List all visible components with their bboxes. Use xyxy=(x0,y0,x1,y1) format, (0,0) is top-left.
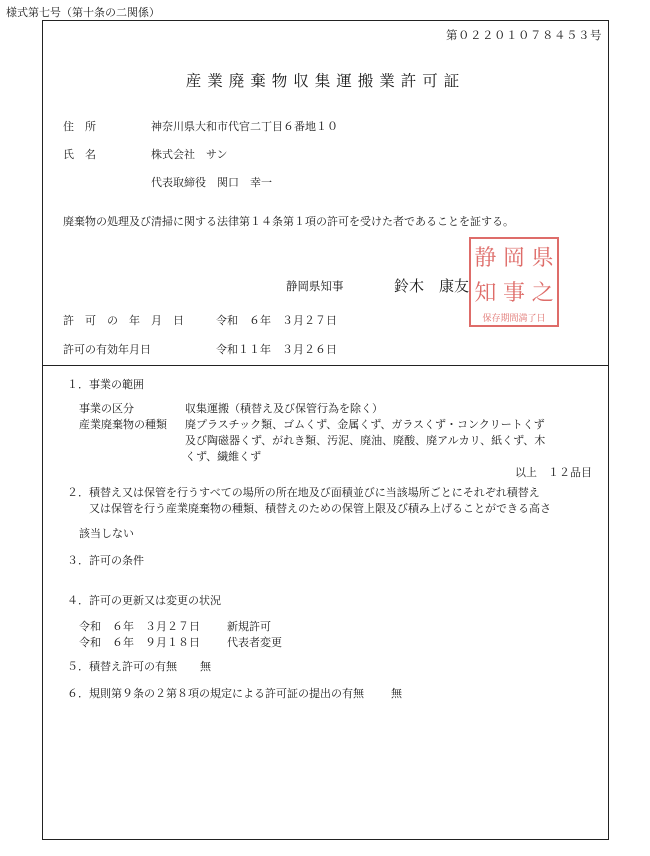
section2-value: 該当しない xyxy=(79,527,134,540)
seal-char: 静 xyxy=(474,245,497,271)
change-event: 新規許可 xyxy=(227,620,271,633)
official-seal xyxy=(469,237,559,327)
permit-document xyxy=(42,20,609,840)
permit-date-value: 令和 ６年 ３月２７日 xyxy=(216,314,337,327)
seal-char: 事 xyxy=(502,280,525,306)
waste-types-label: 産業廃棄物の種類 xyxy=(79,418,167,431)
waste-types-line: 廃プラスチック類、ゴムくず、金属くず、ガラスくず・コンクリートくず xyxy=(185,418,545,431)
waste-types-line: くず、繊維くず xyxy=(185,450,262,463)
business-type-value: 収集運搬（積替え及び保管行為を除く） xyxy=(185,402,383,415)
seal-footer: 保存期間満了日 xyxy=(482,314,546,324)
representative: 代表取締役 関口 幸一 xyxy=(151,176,272,189)
waste-types-line: 及び陶磁器くず、がれき類、汚泥、廃油、廃酸、廃アルカリ、紙くず、木 xyxy=(185,434,546,447)
section2-heading: ２．積替え又は保管を行うすべての場所の所在地及び面積並びに当該場所ごとにそれぞれ積替え xyxy=(67,486,540,499)
seal-char: 之 xyxy=(531,280,554,306)
document-title: 産業廃棄物収集運搬業許可証 xyxy=(185,72,466,90)
change-date: 令和 ６年 ３月２７日 xyxy=(79,620,200,633)
section4-heading: ４．許可の更新又は変更の状況 xyxy=(67,594,221,607)
seal-char: 県 xyxy=(531,245,554,271)
issuer-title: 静岡県知事 xyxy=(286,279,344,293)
permit-date-label: 許 可 の 年 月 日 xyxy=(63,314,184,327)
seal-char: 知 xyxy=(474,280,497,306)
section2-heading-cont: 又は保管を行う産業廃棄物の種類、積替えのための保管上限及び積み上げることができる高さ xyxy=(89,502,551,515)
address-label: 住 所 xyxy=(63,120,96,133)
name-label: 氏 名 xyxy=(63,148,96,161)
seal-char: 岡 xyxy=(502,245,525,271)
permit-number: 第０２２０１０７８４５３号 xyxy=(446,28,602,42)
section3-heading: ３．許可の条件 xyxy=(67,554,144,567)
form-number: 様式第七号（第十条の二関係） xyxy=(6,6,160,19)
change-event: 代表者変更 xyxy=(227,636,282,649)
address-value: 神奈川県大和市代官二丁目６番地１０ xyxy=(151,120,338,133)
company-name: 株式会社 サン xyxy=(151,148,228,161)
issuer-signature: 鈴木 康友 xyxy=(394,277,470,295)
certification-text: 廃棄物の処理及び清掃に関する法律第１４条第１項の許可を受けた者であることを証する。 xyxy=(63,215,514,228)
section5-heading: ５．積替え許可の有無 xyxy=(67,660,177,673)
section6-value: 無 xyxy=(391,687,402,700)
section5-value: 無 xyxy=(200,660,211,673)
validity-value: 令和１１年 ３月２６日 xyxy=(216,343,337,356)
section6-heading: ６．規則第９条の２第８項の規定による許可証の提出の有無 xyxy=(67,687,364,700)
business-type-label: 事業の区分 xyxy=(79,402,134,415)
item-count: 以上 １２品目 xyxy=(515,466,592,479)
validity-label: 許可の有効年月日 xyxy=(63,343,151,356)
section1-heading: １．事業の範囲 xyxy=(67,378,144,391)
change-date: 令和 ６年 ９月１８日 xyxy=(79,636,200,649)
section-divider xyxy=(43,365,608,366)
